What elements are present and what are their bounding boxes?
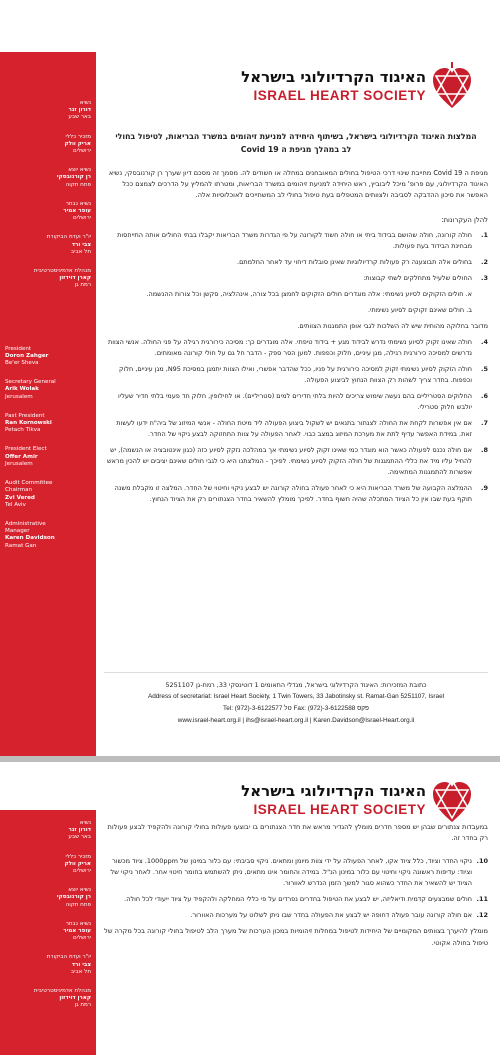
board-member-name: רן קורנובסקי bbox=[56, 894, 91, 901]
list-item bbox=[104, 445, 488, 478]
board-member-role: President Elect bbox=[5, 446, 47, 453]
board-member-name: Karen Davidson bbox=[5, 535, 55, 542]
board-sidebar-page-2 bbox=[0, 810, 96, 1055]
board-member-city: ירושלים bbox=[72, 215, 91, 222]
list-item-text: חולה הזקוק לסיוע נשימתי זקוק למסיכה כירורגית על פניו, ככל שהדבר אפשרי, ואילו הצוות יתמגן במסיכת N95, מגן עיניים, חלוק וכפפות. בחדר צריך לשהות רק הצוות הנחוץ לביצוע הפעולה. bbox=[118, 364, 472, 384]
board-member bbox=[0, 854, 96, 876]
board-member bbox=[0, 134, 96, 156]
board-member-city: Ramat Gan bbox=[5, 542, 37, 549]
board-member bbox=[0, 820, 96, 842]
board-member-city: תל אביב bbox=[70, 248, 91, 255]
board-member-name: אריק וולק bbox=[64, 860, 91, 867]
list-item bbox=[104, 418, 488, 440]
board-member-role: Administrative Manager bbox=[5, 520, 46, 535]
board-member bbox=[0, 446, 96, 468]
board-member-role: מזכיר כללי bbox=[65, 133, 91, 140]
list-item-number: 6. bbox=[480, 391, 488, 400]
list-item bbox=[104, 483, 488, 505]
board-member-name: רן קורנובסקי bbox=[56, 174, 91, 181]
heart-star-of-david-icon bbox=[430, 776, 474, 826]
list-item-number: 12. bbox=[476, 911, 488, 920]
board-member-city: Jerusalem bbox=[5, 393, 33, 400]
list-item bbox=[104, 910, 488, 921]
intro-paragraph: מגיפת ה Covid 19 מחייבת שינוי דרכי הטיפול בחולים המאובחנים במחלה או חשודים לה. מסמך זה מסכם דיון שערך רן קורנובסקי, נשיא האיגוד הקרדיולוגי, עם פרופ' מיכל ליבוביץ, ראש היחידה למניעת זיהומים במשרד הבריאות, ומטרתו להמליץ על הדרכים לצמצם ככל האפשר את סיכון ההדבקה לסביבה ולצוותים המטפלים בעת טיפול בחולי לב המשתייכים לאוכלוסיות אלה. bbox=[108, 169, 488, 200]
board-member-city: Petach Tikva bbox=[5, 427, 41, 434]
letter-footer bbox=[104, 672, 488, 727]
board-member bbox=[0, 521, 96, 550]
board-member-name: דורון זגר bbox=[68, 827, 91, 834]
footer-address-english: Address of secretariat: Israel Heart Society, 1 Twin Towers, 33 Jabotinsky st. Ramat-Gan 5251107, Israel bbox=[147, 693, 445, 700]
list-item-number: 11. bbox=[476, 895, 488, 904]
board-member-city: Jerusalem bbox=[5, 460, 33, 467]
board-member-name: עופר אמיר bbox=[63, 928, 91, 935]
board-member-role: נשיא יוצא bbox=[68, 887, 91, 894]
board-member-name: צבי ורד bbox=[71, 961, 91, 968]
group-b: ב. חולים שאינם זקוקים לסיוע נשימתי. bbox=[367, 305, 472, 314]
page2-intro: במעבדות צנתורים שבהן יש מספר חדרים מומלץ להגדיר מראש את חדר הצנתורים בו יבוצעו פעולות בחולי קורונה ולהקפיד לבצע פעולות רק בחדר זה. bbox=[107, 823, 488, 843]
list-item bbox=[104, 257, 488, 268]
list-item-text: החלוקים הסטריליים בהם נעשה שימוש צריכים להיות בלתי חדירים למים (סטריליים). או לחילופין, חלוק חד פעמי בלתי חדיר שעליו יולבש חלוק סטרילי. bbox=[117, 391, 472, 411]
list-item bbox=[104, 364, 488, 386]
board-member-name: דורון זגר bbox=[68, 107, 91, 114]
logo-english-text: ISRAEL HEART SOCIETY bbox=[253, 802, 426, 817]
principles-list bbox=[104, 230, 488, 284]
board-member-role: נשיא bbox=[79, 820, 91, 826]
board-member bbox=[0, 480, 96, 509]
board-member-city: רמת גן bbox=[74, 1002, 91, 1009]
board-member-role: Audit Committee Chairman bbox=[5, 480, 53, 494]
logo-hebrew-text: האיגוד הקרדיולוגי בישראל bbox=[241, 68, 426, 86]
list-item-text: החולים שלעיל מתחלקים לשתי קבוצות: bbox=[363, 273, 472, 282]
board-sidebar bbox=[0, 52, 96, 756]
footer-web-links[interactable]: www.israel-heart.org.il | ihs@israel-heart.org.il | Karen.Davidson@Israel-Heart.org.il bbox=[177, 717, 415, 724]
list-item-number: 8. bbox=[480, 445, 488, 454]
list-item bbox=[104, 337, 488, 359]
board-member bbox=[0, 887, 96, 909]
board-member-role: מנהלת אדמיניסטרטיבית bbox=[33, 268, 91, 275]
clinical-note: מדובר בחלוקה מהותית שיש לה השלכות לגבי אופן התמגנות הצוותים. bbox=[297, 321, 488, 330]
principles-list-continued bbox=[104, 337, 488, 505]
list-item bbox=[104, 391, 488, 413]
board-member-role: יו"ר ועדת הביקורת bbox=[46, 234, 91, 241]
board-member-role: נשיא נבחר bbox=[65, 200, 91, 207]
heart-star-of-david-icon bbox=[430, 62, 474, 112]
list-item-number: 4. bbox=[480, 337, 488, 346]
list-item-text: ההמלצה הקבועה של משרד הבריאות היא כי לאחר פעולה בחולה קורונה יש לבצע ניקוי וחיטוי של החדר. המלצה זו מקבלת משנה תוקף בעת שבו אין כל הציוד המתכלה שהיה חשוף בחדר. לפיכך מומלץ להשאיר בחדר הצנתורים רק את הציוד הנחוץ. bbox=[114, 483, 472, 503]
letter-body bbox=[104, 130, 488, 510]
letter-page-2 bbox=[0, 762, 500, 1055]
list-item-text: חולים שמבצעים קדמית ודיאליזה, יש לבצע את הטיפול בחדרים נפרדים על פי כללי המחלקה ולהקפיד על ציוד ייעודי לכל חולה. bbox=[124, 895, 472, 904]
board-member-name: Offer Amir bbox=[5, 453, 38, 460]
board-member-name: צבי ורד bbox=[71, 241, 91, 248]
board-member bbox=[0, 954, 96, 976]
list-item-number: 1. bbox=[480, 230, 488, 239]
board-member bbox=[0, 100, 96, 122]
page2-closing: מומלץ להיערך בצוותים המקומיים של היחידות לטיפול במחלות זיהומיות במכון הערכות של מערך הלב לטיפול בחולי קורונה בכל מקרה של טיפול בחולה אקוטי. bbox=[104, 927, 488, 947]
board-member-city: באר שבע bbox=[68, 834, 91, 841]
board-member-name: קארן דוידזון bbox=[59, 995, 91, 1002]
list-item-text: ניקוי החדר וציוד, כלל ציוד אקו, לאחר הפעולה על ידי צוות מיומן ומתאים. ניקוי סביבתי: עם כלור במינון של 1000ppm. ציוד מכשור וציוד: עדיפות ראשונה ניקוי וחיטוי עם כלור במינון הנ"ל. במידה והחומר אינו מתאים, ניתן להשתמש בחומר חיטוי אחר. לאחר ניקוי של הציוד יש להשאיר את החדר כשהוא סגור למשך הזמן הנדרש לאוורור. bbox=[110, 857, 472, 888]
board-member-city: ירושלים bbox=[72, 868, 91, 875]
board-member-name: Arik Wolak bbox=[5, 386, 39, 393]
document-title: המלצות האיגוד הקרדיולוגי בישראל, בשיתוף היחידה למניעת זיהומים במשרד הבריאות, לטיפול בחולי לב במהלך מגיפת ה Covid 19 bbox=[115, 132, 477, 154]
board-member-name: עופר אמיר bbox=[63, 208, 91, 215]
footer-phones: Tel: (972)-3-6122577 טל Fax: (972)-3-6122588 פקס bbox=[223, 705, 369, 712]
logo-english-text: ISRAEL HEART SOCIETY bbox=[253, 88, 426, 103]
board-member-role: Past President bbox=[5, 412, 45, 419]
list-item-number: 3. bbox=[480, 273, 488, 282]
board-member-name: Ran Kornowski bbox=[5, 420, 52, 427]
board-member bbox=[0, 413, 96, 435]
board-member bbox=[0, 167, 96, 189]
board-member-role: נשיא יוצא bbox=[68, 167, 91, 174]
board-member-name: Zvi Vered bbox=[5, 494, 35, 501]
board-member bbox=[0, 379, 96, 401]
board-member-role: נשיא bbox=[79, 100, 91, 106]
israel-heart-society-logo bbox=[241, 62, 474, 116]
list-item-number: 10. bbox=[476, 857, 488, 866]
board-member-role: נשיא נבחר bbox=[65, 920, 91, 927]
board-member bbox=[0, 268, 96, 290]
board-member bbox=[0, 201, 96, 223]
list-item-text: אם אין אפשרות לקחת את החולה לצנתור בתנאים יש לשקול ביצוע הפעולה ליד מיטת החולה - אנשי המיזוג של ביה"ח ידעו לעשות זאת. במידת האפשר עדיף לתת את מערכת המיזוג במצב כבוי. לאחר הפעולה על צוות התחזוקה לבצע ניקוי של החדר. bbox=[116, 418, 472, 438]
principles-list-page-2 bbox=[104, 856, 488, 921]
list-item bbox=[104, 894, 488, 905]
principles-heading: להלן העקרונות: bbox=[441, 215, 488, 224]
logo-hebrew-text: האיגוד הקרדיולוגי בישראל bbox=[241, 782, 426, 800]
board-member bbox=[0, 921, 96, 943]
board-member bbox=[0, 234, 96, 256]
board-member-city: ירושלים bbox=[72, 148, 91, 155]
board-member-city: פתח תקוה bbox=[65, 181, 91, 188]
list-item bbox=[104, 230, 488, 252]
list-item-number: 2. bbox=[480, 257, 488, 266]
board-member-city: Tel Aviv bbox=[5, 501, 26, 508]
list-item-text: חולה קורונה, חולה שהושם בבידוד ביתי או חולה חשוד לקורונה על פי הגדרות משרד הבריאות יקבלו בבתי החולים אותה התייחסות מבחינת הבידוד בעת פעולות. bbox=[117, 230, 472, 250]
board-member-role: מזכיר כללי bbox=[65, 853, 91, 860]
list-item-number: 7. bbox=[480, 418, 488, 427]
list-item bbox=[104, 856, 488, 889]
board-member-name: אריק וולק bbox=[64, 140, 91, 147]
list-item-text: בחולים אלה תבוצענה רק פעולות קרדיולוגיות שאינן סובלות דיחוי עד לאחר החלמתם. bbox=[237, 257, 472, 266]
board-member-role: מנהלת אדמיניסטרטיבית bbox=[33, 988, 91, 995]
list-item-text: חולה שאינו זקוק לסיוע נשימתי נדרש לבידוד מגע + בידוד טיפתי. אלה מוגדרים כך: מסיכה כירורגית רגילה על פני החולה. אנשי הצוות נדרשים למסיכה כירורגית רגילה, מגן עיניים, חלוק וכפפות. למען הסר ספק - הדבר חל גם על חולי קורונה מאומתים. bbox=[107, 337, 472, 357]
board-member-name: Doron Zahger bbox=[5, 352, 49, 359]
board-member-city: פתח תקוה bbox=[65, 901, 91, 908]
board-member bbox=[0, 988, 96, 1010]
list-item bbox=[104, 273, 488, 284]
list-item-number: 9. bbox=[480, 483, 488, 492]
board-member-name: קארן דוידזון bbox=[59, 275, 91, 282]
list-item-text: אם חולה קורונה עובר פעולה דחופה יש לבצע את הפעולה בחדר שבו ניתן לשלוט על מערכות האוורור. bbox=[190, 911, 472, 920]
board-member-role: יו"ר ועדת הביקורת bbox=[46, 954, 91, 961]
board-member-city: באר שבע bbox=[68, 114, 91, 121]
board-member-city: Be'er Sheva bbox=[5, 360, 39, 367]
board-member-city: ירושלים bbox=[72, 935, 91, 942]
footer-address-hebrew: כתובת המזכירות: האיגוד הקרדיולוגי בישראל, מגדלי התאומים 1 דוטינסקי 33, רמת-גן 5251107 bbox=[165, 681, 427, 689]
group-a: א. חולים הזקוקים לסיוע נשימתי: אלה מוגדרים חולים הזקוקים לחמצן בכל צורה, אינהלציה, סקשן וכל צורות ההנשמה. bbox=[146, 289, 472, 298]
board-member bbox=[0, 346, 96, 368]
board-member-role: President bbox=[5, 345, 32, 352]
board-member-city: תל אביב bbox=[70, 968, 91, 975]
list-item-number: 5. bbox=[480, 364, 488, 373]
letter-body-page-2 bbox=[104, 822, 488, 961]
board-member-role: Secretary General bbox=[5, 379, 56, 386]
list-item-text: אם חולה נכנס לפעולה כאשר הוא מוגדר כמי שאינו זקוק לסיוע נשימתי אך במהלכה נזקק לסיוע כזה (כגון אינטובציה או הנשמה), יש להחיל עליו מיד את כללי ההתמגנות של חולה הזקוק לסיוע נשימתי. לפיכך - המלצתנו היא כי לגבי חולים שאינם יציבים יש להכין מראש אפשרות להתמגנות המתאימה. bbox=[106, 445, 472, 476]
board-member-city: רמת גן bbox=[74, 282, 91, 289]
